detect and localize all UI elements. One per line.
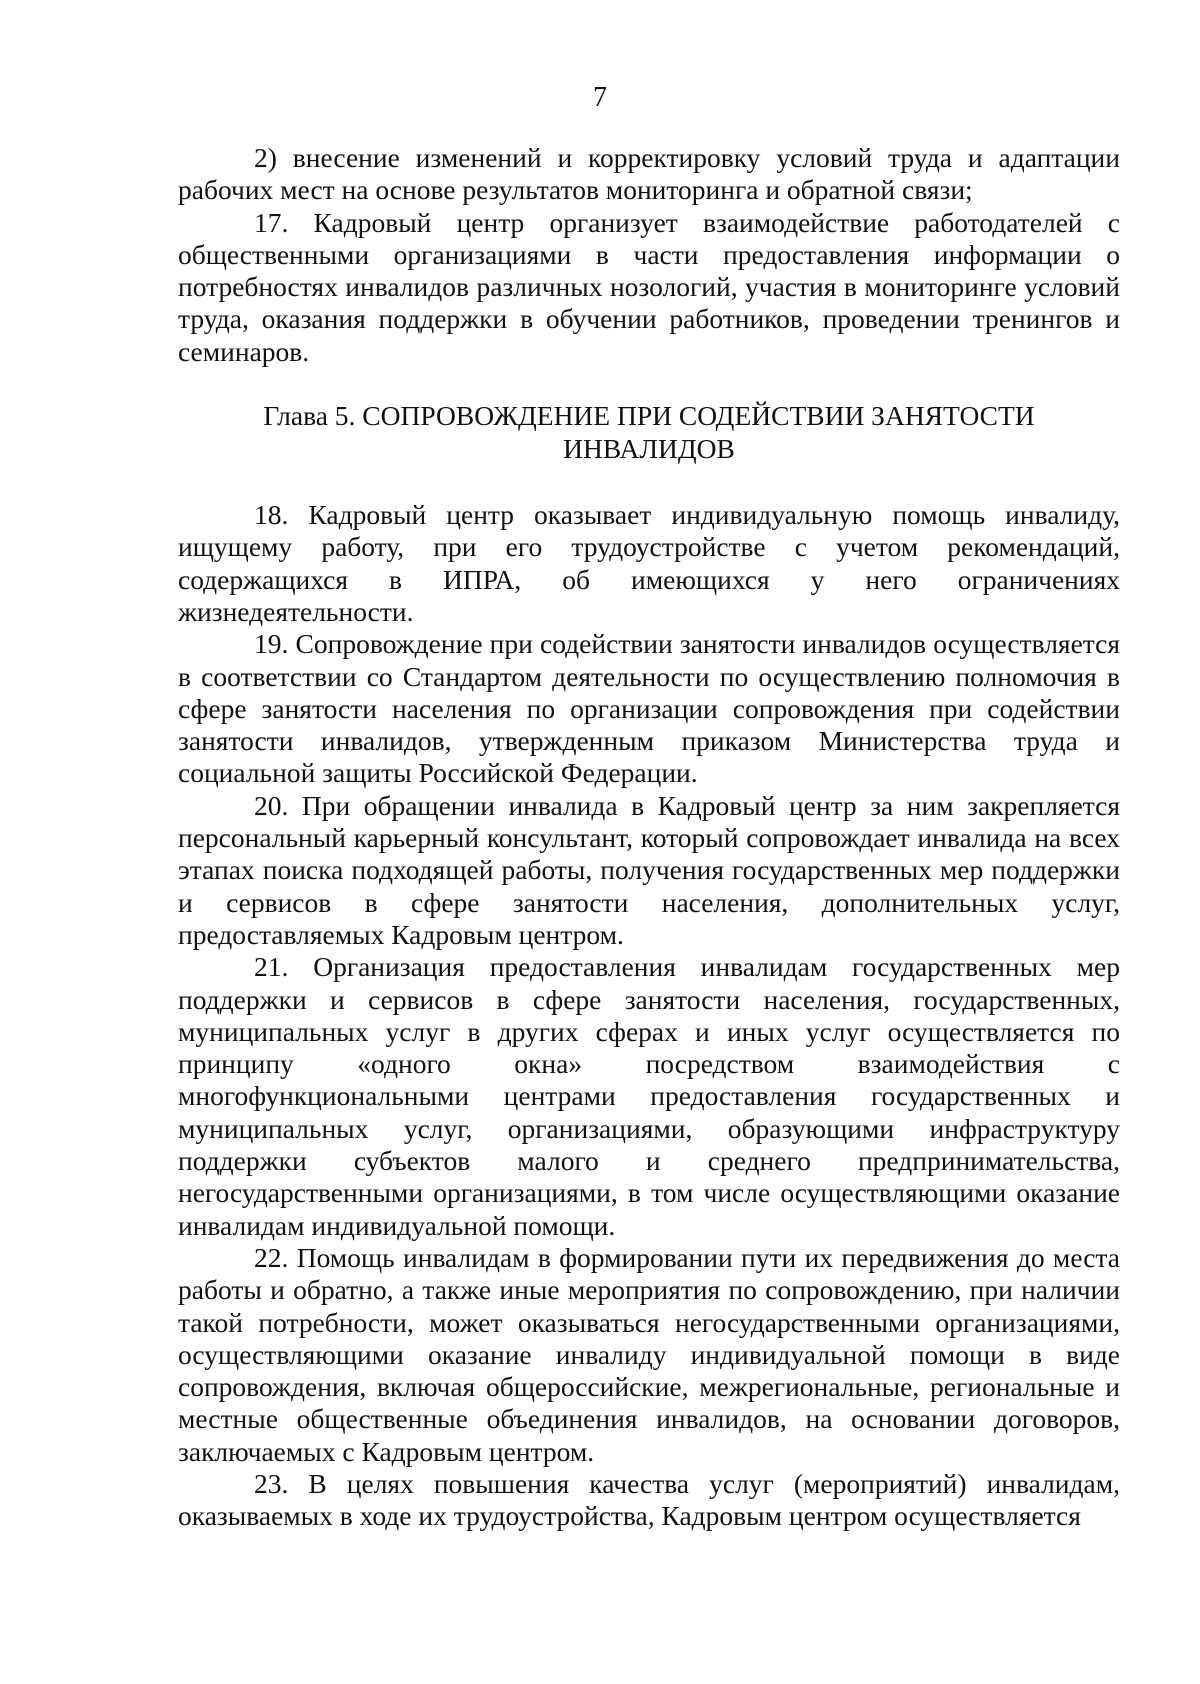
paragraph: 19. Сопровождение при содействии занятости инвалидов осуществляется в соответствии со Стандартом деятельности по осуществлению полномочия в сфере занятости населения по организации сопровождения при содействии занятости инвалидов, утвержденным приказом Министерства труда и социальной защиты Российской Федерации.: [178, 628, 1120, 789]
paragraph: 22. Помощь инвалидам в формировании пути их передвижения до места работы и обратно, а также иные мероприятия по сопровождению, при наличии такой потребности, может оказываться негосударственными организациями, осуществляющими оказание инвалиду индивидуальной помощи в виде сопровождения, включая общероссийские, межрегиональные, региональные и местные общественные объединения инвалидов, на основании договоров, заключаемых с Кадровым центром.: [178, 1241, 1120, 1467]
document-body: [178, 142, 1120, 1533]
paragraph: 17. Кадровый центр организует взаимодействие работодателей с общественными организациями в части предоставления информации о потребностях инвалидов различных нозологий, участия в мониторинге условий труда, оказания поддержки в обучении работников, проведении тренингов и семинаров.: [178, 206, 1120, 367]
paragraph: 23. В целях повышения качества услуг (мероприятий) инвалидам, оказываемых в ходе их трудоустройства, Кадровым центром осуществляется: [178, 1467, 1120, 1532]
paragraph: 2) внесение изменений и корректировку условий труда и адаптации рабочих мест на основе результатов мониторинга и обратной связи;: [178, 142, 1120, 206]
paragraph: 21. Организация предоставления инвалидам государственных мер поддержки и сервисов в сфере занятости населения, государственных, муниципальных услуг в других сферах и иных услуг осуществляется по принципу «одного окна» посредством взаимодействия с многофункциональными центрами предоставления государственных и муниципальных услуг, организациями, образующими инфраструктуру поддержки субъектов малого и среднего предпринимательства, негосударственными организациями, в том числе осуществляющими оказание инвалидам индивидуальной помощи.: [178, 951, 1120, 1241]
paragraph: 20. При обращении инвалида в Кадровый центр за ним закрепляется персональный карьерный консультант, который сопровождает инвалида на всех этапах поиска подходящей работы, получения государственных мер поддержки и сервисов в сфере занятости населения, дополнительных услуг, предоставляемых Кадровым центром.: [178, 789, 1120, 950]
chapter-title: Глава 5. СОПРОВОЖДЕНИЕ ПРИ СОДЕЙСТВИИ ЗАНЯТОСТИ ИНВАЛИДОВ: [263, 400, 1035, 464]
paragraph: 18. Кадровый центр оказывает индивидуальную помощь инвалиду, ищущему работу, при его трудоустройстве с учетом рекомендаций, содержащихся в ИПРА, об имеющихся у него ограничениях жизнедеятельности.: [178, 499, 1120, 627]
page-number: 7: [593, 82, 607, 113]
